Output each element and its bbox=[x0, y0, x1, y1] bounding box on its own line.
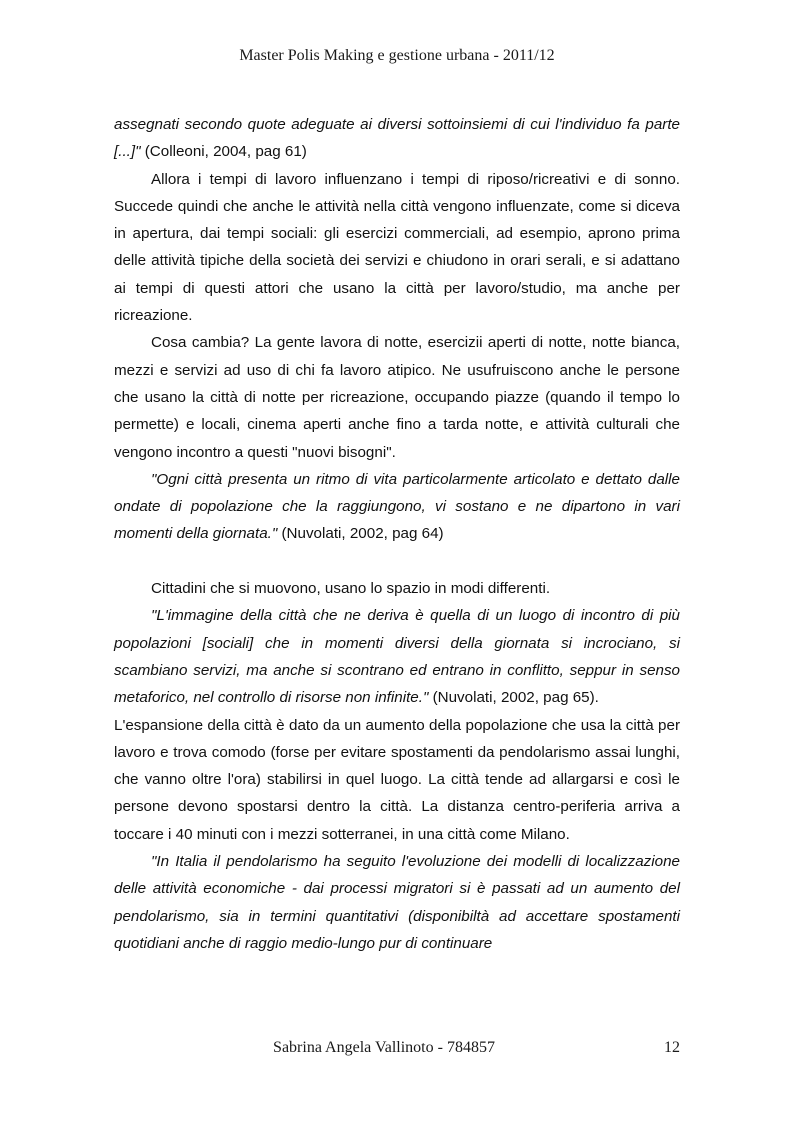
document-body bbox=[114, 111, 680, 957]
paragraph-quote-nuvolati-65 bbox=[114, 602, 680, 711]
quote-text: "L'immagine della città che ne deriva è quella di un luogo di incontro di più popolazioni [sociali] che in momenti diversi della giornata si incrociano, si scambiano servizi, ma anche si scontrano ed entrano in conflitto, seppur in senso metaforico, nel controllo di risorse non infinite." bbox=[114, 607, 680, 707]
paragraph-quote-nuvolati-64 bbox=[114, 466, 680, 548]
paragraph-cittadini: Cittadini che si muovono, usano lo spazio in modi differenti. bbox=[151, 580, 551, 598]
quote-text: "In Italia il pendolarismo ha seguito l'evoluzione dei modelli di localizzazione delle attività economiche - dai processi migratori si è passati ad un aumento del pendolarismo, sia in termini quantitativi (disponibiltà ad accettare spostamenti quotidiani anche di raggio medio-lungo pur di continuare bbox=[114, 853, 680, 952]
paragraph-tempi-lavoro: Allora i tempi di lavoro influenzano i tempi di riposo/ricreativi e di sonno. Succede quindi che anche le attività nella città vengono influenzate, come si diceva in apertura, dai tempi sociali: gli esercizi commerciali, ad esempio, aprono prima delle attività tipiche della società dei servizi e chiudono in orari serali, e si adattano ai tempi di questi attori che usano la città per lavoro/studio, ma anche per ricreazione. bbox=[114, 170, 680, 325]
quote-text: assegnati secondo quote adeguate ai diversi sottoinsiemi di cui l'individuo fa parte [...]" bbox=[114, 116, 680, 161]
citation: (Nuvolati, 2002, pag 64) bbox=[277, 525, 444, 543]
paragraph-espansione: L'espansione della città è dato da un aumento della popolazione che usa la città per lavoro e trova comodo (forse per evitare spostamenti da pendolarismo assai lunghi, che vanno oltre l'ora) stabilirsi in quel luogo. La città tende ad allargarsi e così le persone devono spostarsi dentro la città. La distanza centro-periferia arriva a toccare i 40 minuti con i mezzi sotterranei, in una città come Milano. bbox=[114, 716, 680, 843]
paragraph-quote-pendolarismo bbox=[114, 848, 680, 957]
quote-text: "Ogni città presenta un ritmo di vita particolarmente articolato e dettato dalle ondate di popolazione che la raggiungono, vi sostano e ne dipartono in vari momenti della giornata." bbox=[114, 470, 680, 543]
citation: (Colleoni, 2004, pag 61) bbox=[140, 143, 307, 161]
footer-author: Sabrina Angela Vallinoto - 784857 bbox=[273, 1039, 495, 1056]
citation: (Nuvolati, 2002, pag 65). bbox=[428, 689, 599, 707]
paragraph-quote-colleoni bbox=[114, 111, 680, 166]
blank-line bbox=[114, 548, 680, 575]
page-header: Master Polis Making e gestione urbana - 2011/12 bbox=[239, 47, 555, 64]
paragraph-cosa-cambia: Cosa cambia? La gente lavora di notte, esercizii aperti di notte, notte bianca, mezzi e servizi ad uso di chi fa lavoro atipico. Ne usufruiscono anche le persone che usano la città di notte per ricreazione, occupando piazze (quando il tempo lo permette) e locali, cinema aperti anche fino a tarda notte, e attività culturali che vengono incontro a questi "nuovi bisogni". bbox=[114, 334, 680, 461]
page-number: 12 bbox=[664, 1039, 680, 1056]
